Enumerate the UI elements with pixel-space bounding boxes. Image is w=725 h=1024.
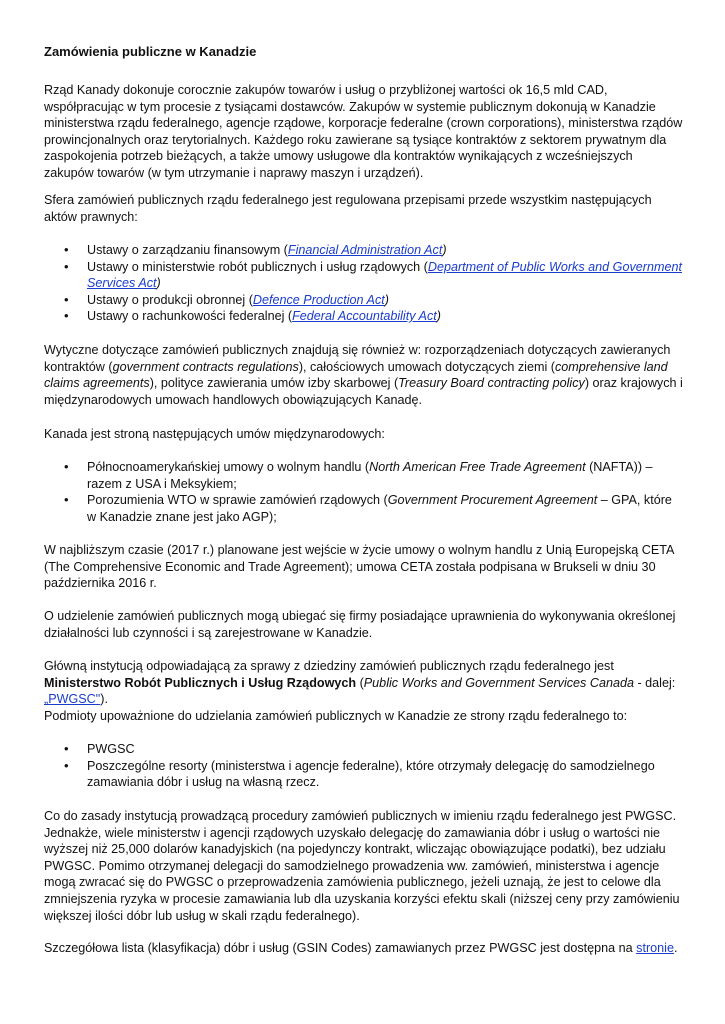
paragraph-delegation: Co do zasady instytucją prowadzącą procedury zamówień publicznych w imieniu rządu federalnego jest PWGSC. Jednakże, wiele ministerstw i agencji rządowych uzyskało delegację do zamawiania dóbr i usług o wartości nie wyższej niż 25,000 dolarów kanadyjskich (na pojedynczy kontrakt, wliczając obowiązujące podatki), bez udziału PWGSC. Pomimo otrzymanej delegacji do samodzielnego prowadzenia ww. zamówień, ministerstwa i agencje mogą zwracać się do PWGSC o przeprowadzenia zamówienia publicznego, jeżeli uznają, że jest to celowe dla zmniejszenia ryzyka w procesie zamawiania lub dla uzyskania korzyści efektu skali (niższej ceny przy zamówieniu większej ilości dóbr lub usług w skali rządu federalnego). [44, 809, 680, 923]
pwgsc-link[interactable]: „PWGSC" [44, 692, 101, 707]
paragraph-entities-intro: Podmioty upoważnione do udzielania zamówień publicznych w Kanadzie ze strony rządu federalnego to: [44, 709, 628, 723]
treaties-list [44, 459, 684, 525]
paragraph-treaties-intro: Kanada jest stroną następujących umów międzynarodowych: [44, 427, 385, 441]
list-item: • Ustawy o ministerstwie robót publicznych i usług rządowych (Department of Public Works and Government Services Act) [44, 259, 684, 292]
act-link[interactable]: Defence Production Act [252, 292, 385, 307]
acts-list [44, 242, 684, 325]
page-title: Zamówienia publiczne w Kanadzie [44, 44, 257, 59]
list-item: • Ustawy o rachunkowości federalnej (Federal Accountability Act) [44, 308, 684, 325]
paragraph-regulations: Sfera zamówień publicznych rządu federalnego jest regulowana przepisami przede wszystkim następujących aktów prawnych: [44, 193, 652, 224]
list-item: • PWGSC [44, 741, 684, 758]
list-item: • Poszczególne resorty (ministerstwa i agencje federalne), które otrzymały delegację do samodzielnego zamawiania dóbr i usług na własną rzecz. [44, 758, 684, 791]
list-item: • Ustawy o zarządzaniu finansowym (Financial Administration Act) [44, 242, 684, 259]
act-link[interactable]: Federal Accountability Act [292, 309, 437, 324]
paragraph-guidelines: Wytyczne dotyczące zamówień publicznych znajdują się również w: rozporządzeniach dotyczących zawieranych kontraktów (government contracts regulations), całościowych umowach dotyczących ziemi (comprehensive land claims agreements), polityce zawierania umów izby skarbowej (Treasury Board contracting policy) oraz krajowych i międzynarodowych umowach handlowych obowiązujących Kanadę. [44, 343, 683, 407]
paragraph-main-institution: Główną instytucją odpowiadającą za sprawy z dziedziny zamówień publicznych rządu federalnego jest Ministerstwo Robót Publicznych i Usług Rządowych (Public Works and Government Services Canada - dalej: „PWGSC"). [44, 659, 676, 707]
gsin-page-link[interactable]: stronie [636, 941, 674, 955]
list-item: • Porozumienia WTO w sprawie zamówień rządowych (Government Procurement Agreement – GPA, które w Kanadzie znane jest jako AGP); [44, 492, 684, 525]
list-item: • Ustawy o produkcji obronnej (Defence Production Act) [44, 292, 684, 309]
paragraph-eligibility: O udzielenie zamówień publicznych mogą ubiegać się firmy posiadające uprawnienia do wykonywania określonej działalności lub czynności i są zarejestrowane w Kanadzie. [44, 609, 676, 640]
list-item: • Północnoamerykańskiej umowy o wolnym handlu (North American Free Trade Agreement (NAFTA)) – razem z USA i Meksykiem; [44, 459, 684, 492]
paragraph-gsin: Szczegółowa lista (klasyfikacja) dóbr i usług (GSIN Codes) zamawianych przez PWGSC jest dostępna na stronie. [44, 941, 678, 955]
act-link[interactable]: Department of Public Works and Government Services Act [87, 259, 682, 291]
act-link[interactable]: Financial Administration Act [287, 243, 443, 257]
paragraph-intro: Rząd Kanady dokonuje corocznie zakupów towarów i usług o przybliżonej wartości ok 16,5 mld CAD, współpracując w tym procesie z tysiącami dostawców. Zakupów w systemie publicznym dokonują w Kanadzie ministerstwa rządu federalnego, agencje rządowe, korporacje federalne (crown corporations), ministerstwa rządów prowincjonalnych oraz terytorialnych. Każdego roku zawierane są tysiące kontraktów z sektorem prywatnym dla zaspokojenia potrzeb bieżących, a także umowy usługowe dla kontraktów wynikających z wcześniejszych zakupów towarów (w tym utrzymanie i naprawy maszyn i urządzeń). [44, 83, 683, 180]
paragraph-ceta: W najbliższym czasie (2017 r.) planowane jest wejście w życie umowy o wolnym handlu z Unią Europejską CETA (The Comprehensive Economic and Trade Agreement); umowa CETA została podpisana w Brukseli w dniu 30 października 2016 r. [44, 543, 674, 591]
entities-list [44, 741, 684, 791]
